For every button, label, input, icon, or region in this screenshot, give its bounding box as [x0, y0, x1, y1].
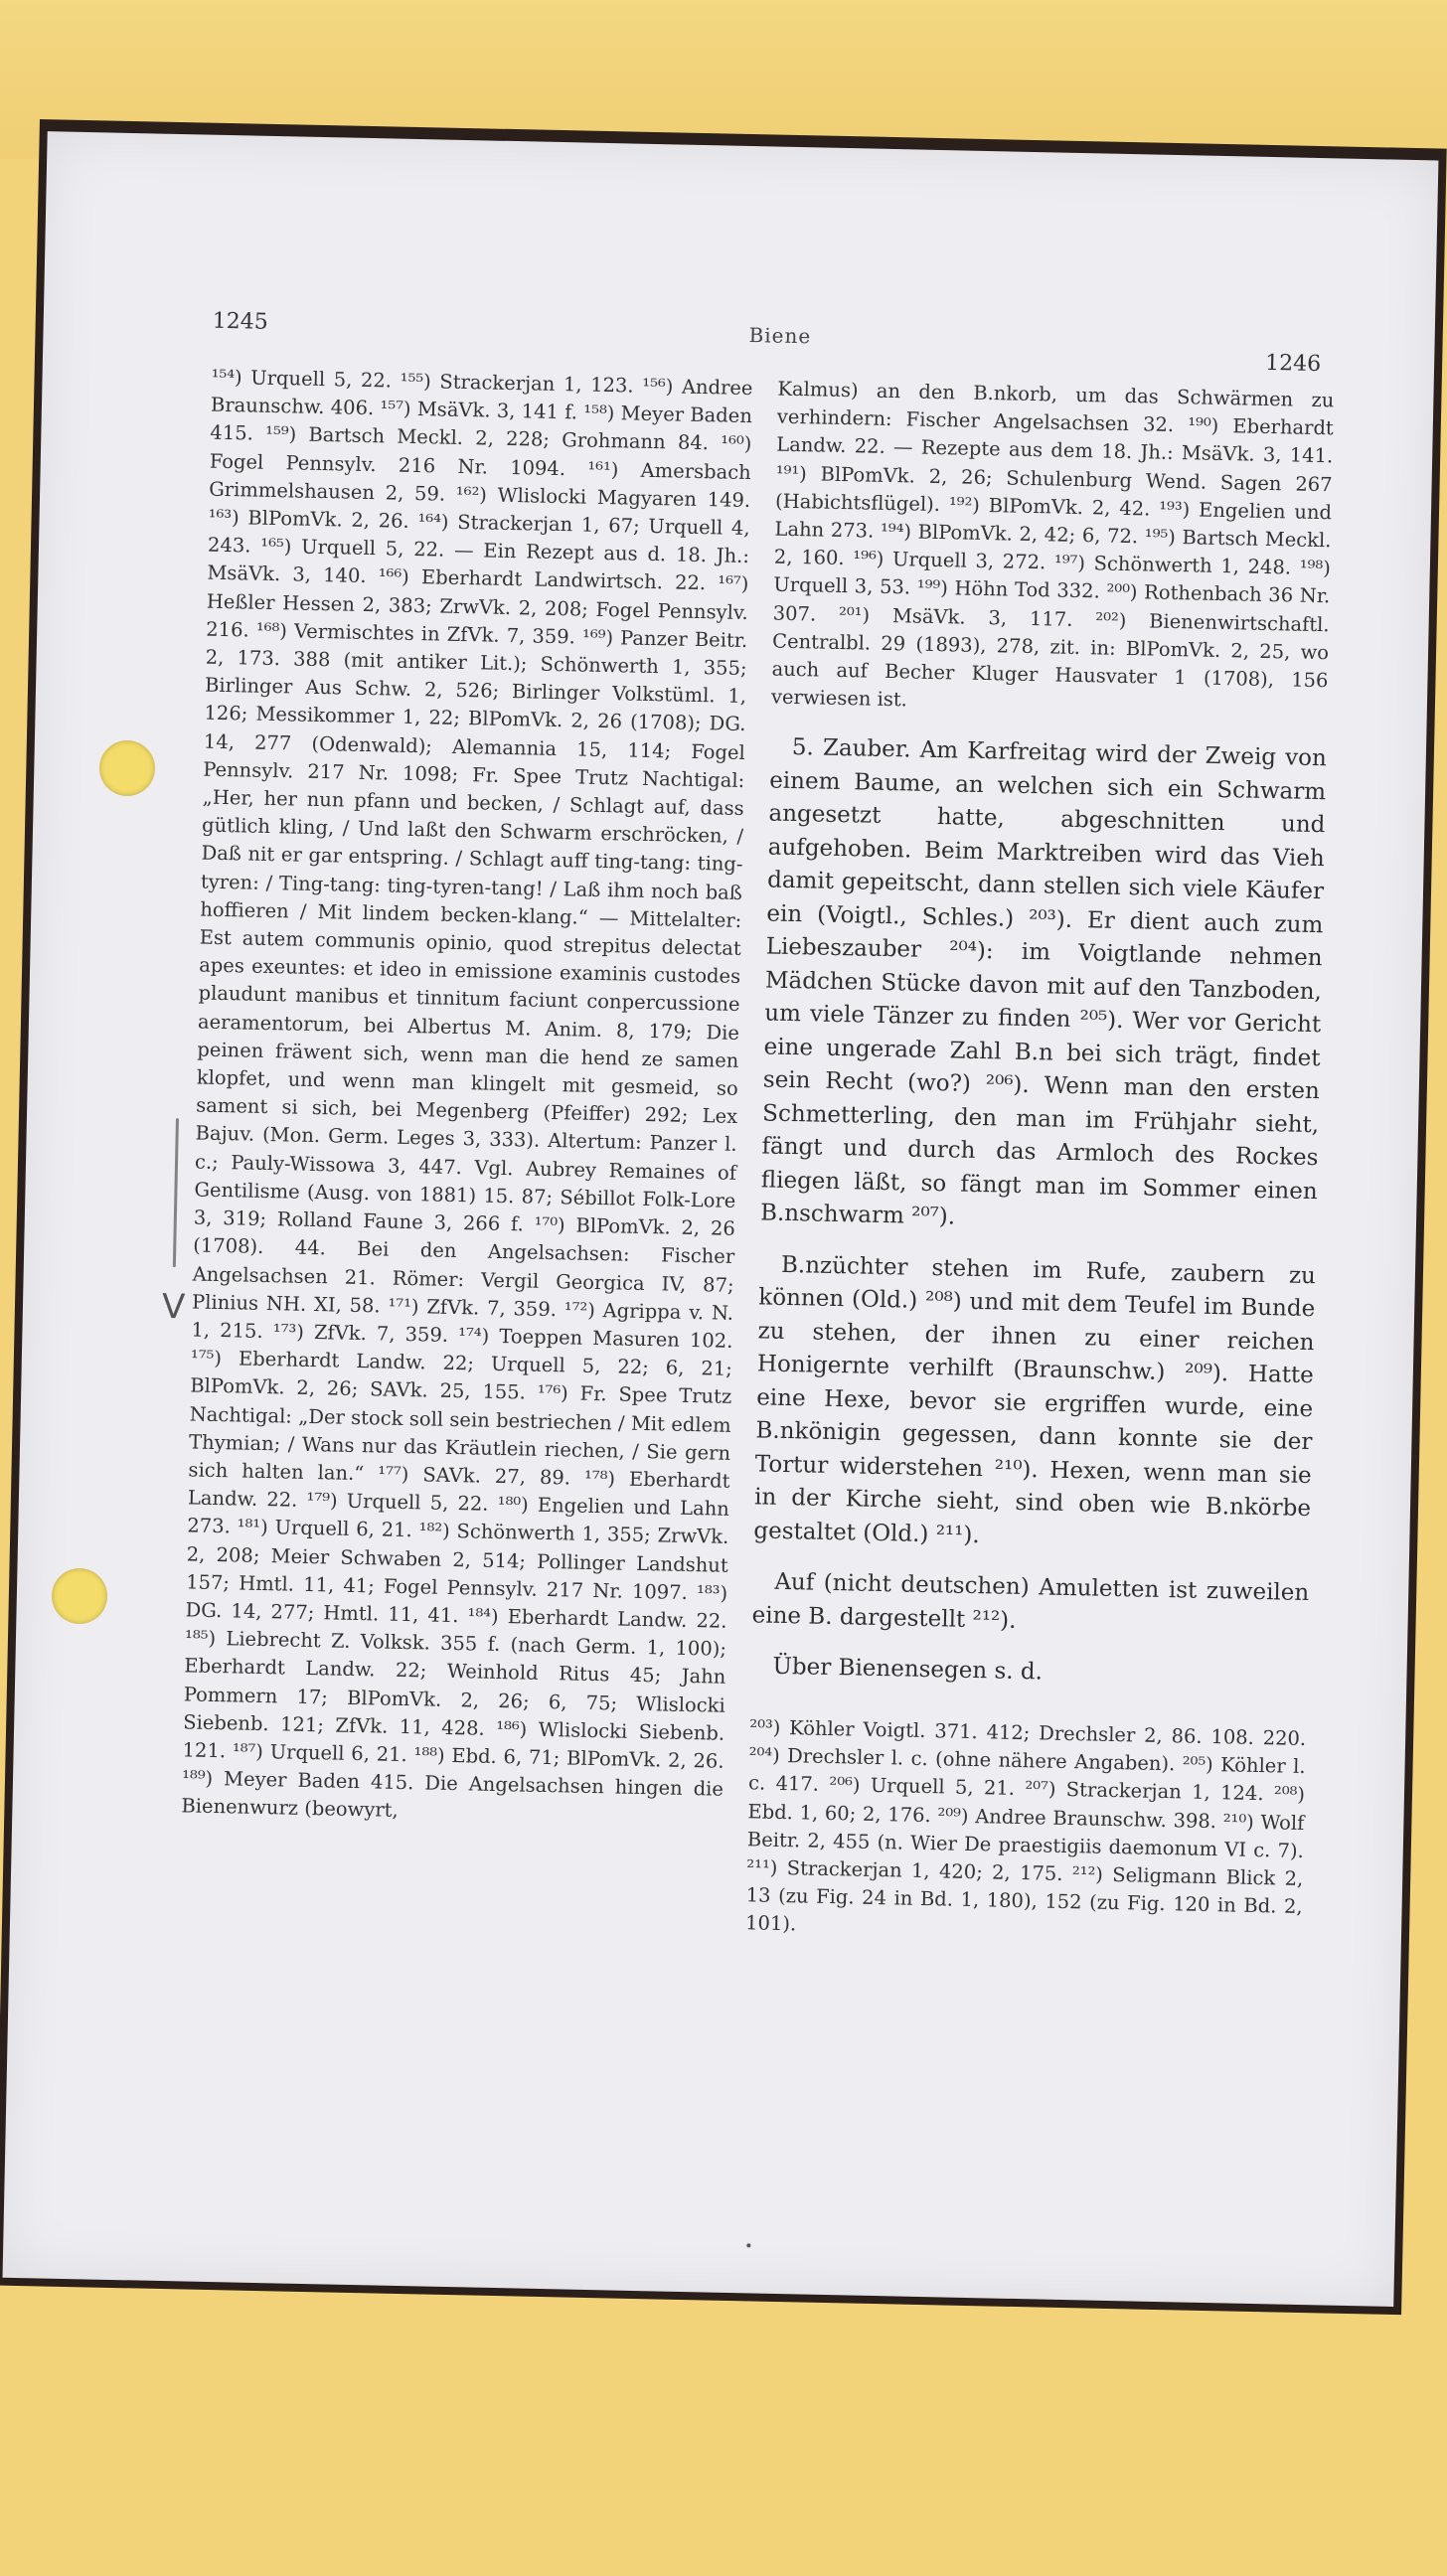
punch-hole-upper: [99, 740, 155, 796]
paragraph-bienenzuechter: B.nzüchter stehen im Rufe, zaubern zu können (Old.) ²⁰⁸) und mit dem Teufel im Bunde zu stehen, der ihnen zu einer reichen Honigernte verhilft (Braunschw.) ²⁰⁹). Hatte eine Hexe, bevor sie ergriffen wurde, eine B.nkönigin gegessen, dann konnte sie der Tortur widerstehen ²¹⁰). Hexen, wenn man sie in der Kirche sieht, sind oben wie B.nkörbe gestaltet (Old.) ²¹¹).: [753, 1251, 1317, 1549]
running-head-title: Biene: [748, 322, 812, 349]
pencil-margin-line: [173, 1118, 179, 1267]
page-speck: [746, 2243, 750, 2247]
book-page: [3, 131, 1439, 2307]
article-body: [750, 731, 1327, 1695]
right-column: [744, 376, 1334, 1970]
left-footnote-column: [181, 364, 753, 1833]
right-footnotes-bottom: ²⁰³) Köhler Voigtl. 371. 412; Drechsler 2, 86. 108. 220. ²⁰⁴) Drechsler l. c. (ohne nähere Angaben). ²⁰⁵) Köhler l. c. 417. ²⁰⁶) Urquell 5, 21. ²⁰⁷) Strackerjan 1, 124. ²⁰⁸) Ebd. 1, 60; 2, 176. ²⁰⁹) Andree Braunschw. 398. ²¹⁰) Wolf Beitr. 2, 455 (n. Wier De praestigiis daemonum VI c. 7). ²¹¹) Strackerjan 1, 420; 2, 175. ²¹²) Seligmann Blick 2, 13 (zu Fig. 24 in Bd. 1, 180), 152 (zu Fig. 120 in Bd. 2, 101).: [744, 1715, 1307, 1936]
left-page-number: 1245: [212, 308, 269, 335]
right-footnotes-top: Kalmus) an den B.nkorb, um das Schwärmen zu verhindern: Fischer Angelsachsen 32. ¹⁹⁰) Eberhardt Landw. 22. — Rezepte aus dem 18. Jh.: MsäVk. 3, 141. ¹⁹¹) BlPomVk. 2, 26; Schulenburg Wend. Sagen 267 (Habichtsflügel). ¹⁹²) BlPomVk. 2, 42. ¹⁹³) Engelien und Lahn 273. ¹⁹⁴) BlPomVk. 2, 42; 6, 72. ¹⁹⁵) Bartsch Meckl. 2, 160. ¹⁹⁶) Urquell 3, 272. ¹⁹⁷) Schönwerth 1, 248. ¹⁹⁸) Urquell 3, 53. ¹⁹⁹) Höhn Tod 332. ²⁰⁰) Rothenbach 36 Nr. 307. ²⁰¹) MsäVk. 3, 117. ²⁰²) Bienenwirtschaftl. Centralbl. 29 (1893), 278, zit. in: BlPomVk. 2, 25, wo auch auf Becher Kluger Hausvater 1 (1708), 156 verwiesen ist.: [770, 377, 1335, 712]
pencil-v-mark: V: [161, 1286, 186, 1328]
left-footnotes: ¹⁵⁴) Urquell 5, 22. ¹⁵⁵) Strackerjan 1, 123. ¹⁵⁶) Andree Braunschw. 406. ¹⁵⁷) MsäVk. 3, 141 f. ¹⁵⁸) Meyer Baden 415. ¹⁵⁹) Bartsch Meckl. 2, 228; Grohmann 84. ¹⁶⁰) Fogel Pennsylv. 216 Nr. 1094. ¹⁶¹) Amersbach Grimmelshausen 2, 59. ¹⁶²) Wlislocki Magyaren 149. ¹⁶³) BlPomVk. 2, 26. ¹⁶⁴) Strackerjan 1, 67; Urquell 4, 243. ¹⁶⁵) Urquell 5, 22. — Ein Rezept aus d. 18. Jh.: MsäVk. 3, 140. ¹⁶⁶) Eberhardt Landwirtsch. 22. ¹⁶⁷) Heßler Hessen 2, 383; ZrwVk. 2, 208; Fogel Pennsylv. 216. ¹⁶⁸) Vermischtes in ZfVk. 7, 359. ¹⁶⁹) Panzer Beitr. 2, 173. 388 (mit antiker Lit.); Schönwerth 1, 355; Birlinger Aus Schw. 2, 526; Birlinger Volkstüml. 1, 126; Messikommer 1, 22; BlPomVk. 2, 26 (1708); DG. 14, 277 (Odenwald); Alemannia 15, 114; Fogel Pennsylv. 217 Nr. 1098; Fr. Spee Trutz Nachtigal: „Her, her nun pfann und becken, / Schlagt auf, dass gütlich kling, / Und laßt den Schwarm erschröcken, / Daß nit er gar entspring. / Schlagt auff ting-tang: ting-tyren: / Ting-tang: ting-tyren-tang! / Laß ihm noch baß hoffieren / Mit lindem becken-klang.“ — Mittelalter: Est autem communis opinio, quod strepitus delectat apes exeuntes: et ideo in emissione examinis custodes plaudunt manibus et tinnitum faciunt conpercussione aeramentorum, bei Albertus M. Anim. 8, 179; Die peinen fräwent sich, wenn man die hend ze samen klopfet, und wenn man klingelt mit gesmeid, so sament si sich, bei Megenberg (Pfeiffer) 292; Lex Bajuv. (Mon. Germ. Leges 3, 333). Altertum: Panzer l. c.; Pauly-Wissowa 3, 447. Vgl. Aubrey Remaines of Gentilisme (Ausg. von 1881) 15. 87; Sébillot Folk-Lore 3, 319; Rolland Faune 3, 266 f. ¹⁷⁰) BlPomVk. 2, 26 (1708). 44. Bei den Angelsachsen: Fischer Angelsachsen 21. Römer: Vergil Georgica IV, 87; Plinius NH. XI, 58. ¹⁷¹) ZfVk. 7, 359. ¹⁷²) Agrippa v. N. 1, 215. ¹⁷³) ZfVk. 7, 359. ¹⁷⁴) Toeppen Masuren 102. ¹⁷⁵) Eberhardt Landw. 22; Urquell 5, 22; 6, 21; BlPomVk. 2, 26; SAVk. 25, 155. ¹⁷⁶) Fr. Spee Trutz Nachtigal: „Der stock soll sein bestriechen / Mit edlem Thymian; / Wans nur das Kräutlein riechen, / Sie gern sich halten lan.“ ¹⁷⁷) SAVk. 27, 89. ¹⁷⁸) Eberhardt Landw. 22. ¹⁷⁹) Urquell 5, 22. ¹⁸⁰) Engelien und Lahn 273. ¹⁸¹) Urquell 6, 21. ¹⁸²) Schönwerth 1, 355; ZrwVk. 2, 208; Meier Schwaben 2, 514; Pollinger Landshut 157; Hmtl. 11, 41; Fogel Pennsylv. 217 Nr. 1097. ¹⁸³) DG. 14, 277; Hmtl. 11, 41. ¹⁸⁴) Eberhardt Landw. 22. ¹⁸⁵) Liebrecht Z. Volksk. 355 f. (nach Germ. 1, 100); Eberhardt Landw. 22; Weinhold Ritus 45; Jahn Pommern 17; BlPomVk. 2, 26; 6, 75; Wlislocki Siebenb. 121; ZfVk. 11, 428. ¹⁸⁶) Wlislocki Siebenb. 121. ¹⁸⁷) Urquell 6, 21. ¹⁸⁸) Ebd. 6, 71; BlPomVk. 2, 26. ¹⁸⁹) Meyer Baden 415. Die Angelsachsen hingen die Bienenwurz (beowyrt,: [181, 365, 753, 1823]
punch-hole-lower: [52, 1568, 107, 1624]
right-page-number: 1246: [1264, 350, 1322, 378]
book-cover: [0, 119, 1447, 2315]
paragraph-zauber: 5. Zauber. Am Karfreitag wird der Zweig von einem Baume, an welchen sich ein Schwarm angesetzt hatte, abgeschnitten und aufgehoben. Beim Marktreiben wird das Vieh damit gepeitscht, dann stellen sich viele Käufer ein (Voigtl., Schles.) ²⁰³). Er dient auch zum Liebeszauber ²⁰⁴): im Voigtlande nehmen Mädchen Stücke davon mit auf den Tanzboden, um viele Tänzer zu finden ²⁰⁵). Wer vor Gericht eine ungerade Zahl B.n bei sich trägt, findet sein Recht (wo?) ²⁰⁶). Wenn man den ersten Schmetterling, den man im Frühjahr sieht, fängt und durch das Armloch des Rockes fliegen läßt, so fängt man im Sommer einen B.nschwarm ²⁰⁷).: [759, 734, 1328, 1230]
paragraph-amulette: Auf (nicht deutschen) Amuletten ist zuweilen eine B. dargestellt ²¹²).: [751, 1569, 1310, 1634]
paragraph-bienensegen: Über Bienensegen s. d.: [772, 1654, 1044, 1686]
